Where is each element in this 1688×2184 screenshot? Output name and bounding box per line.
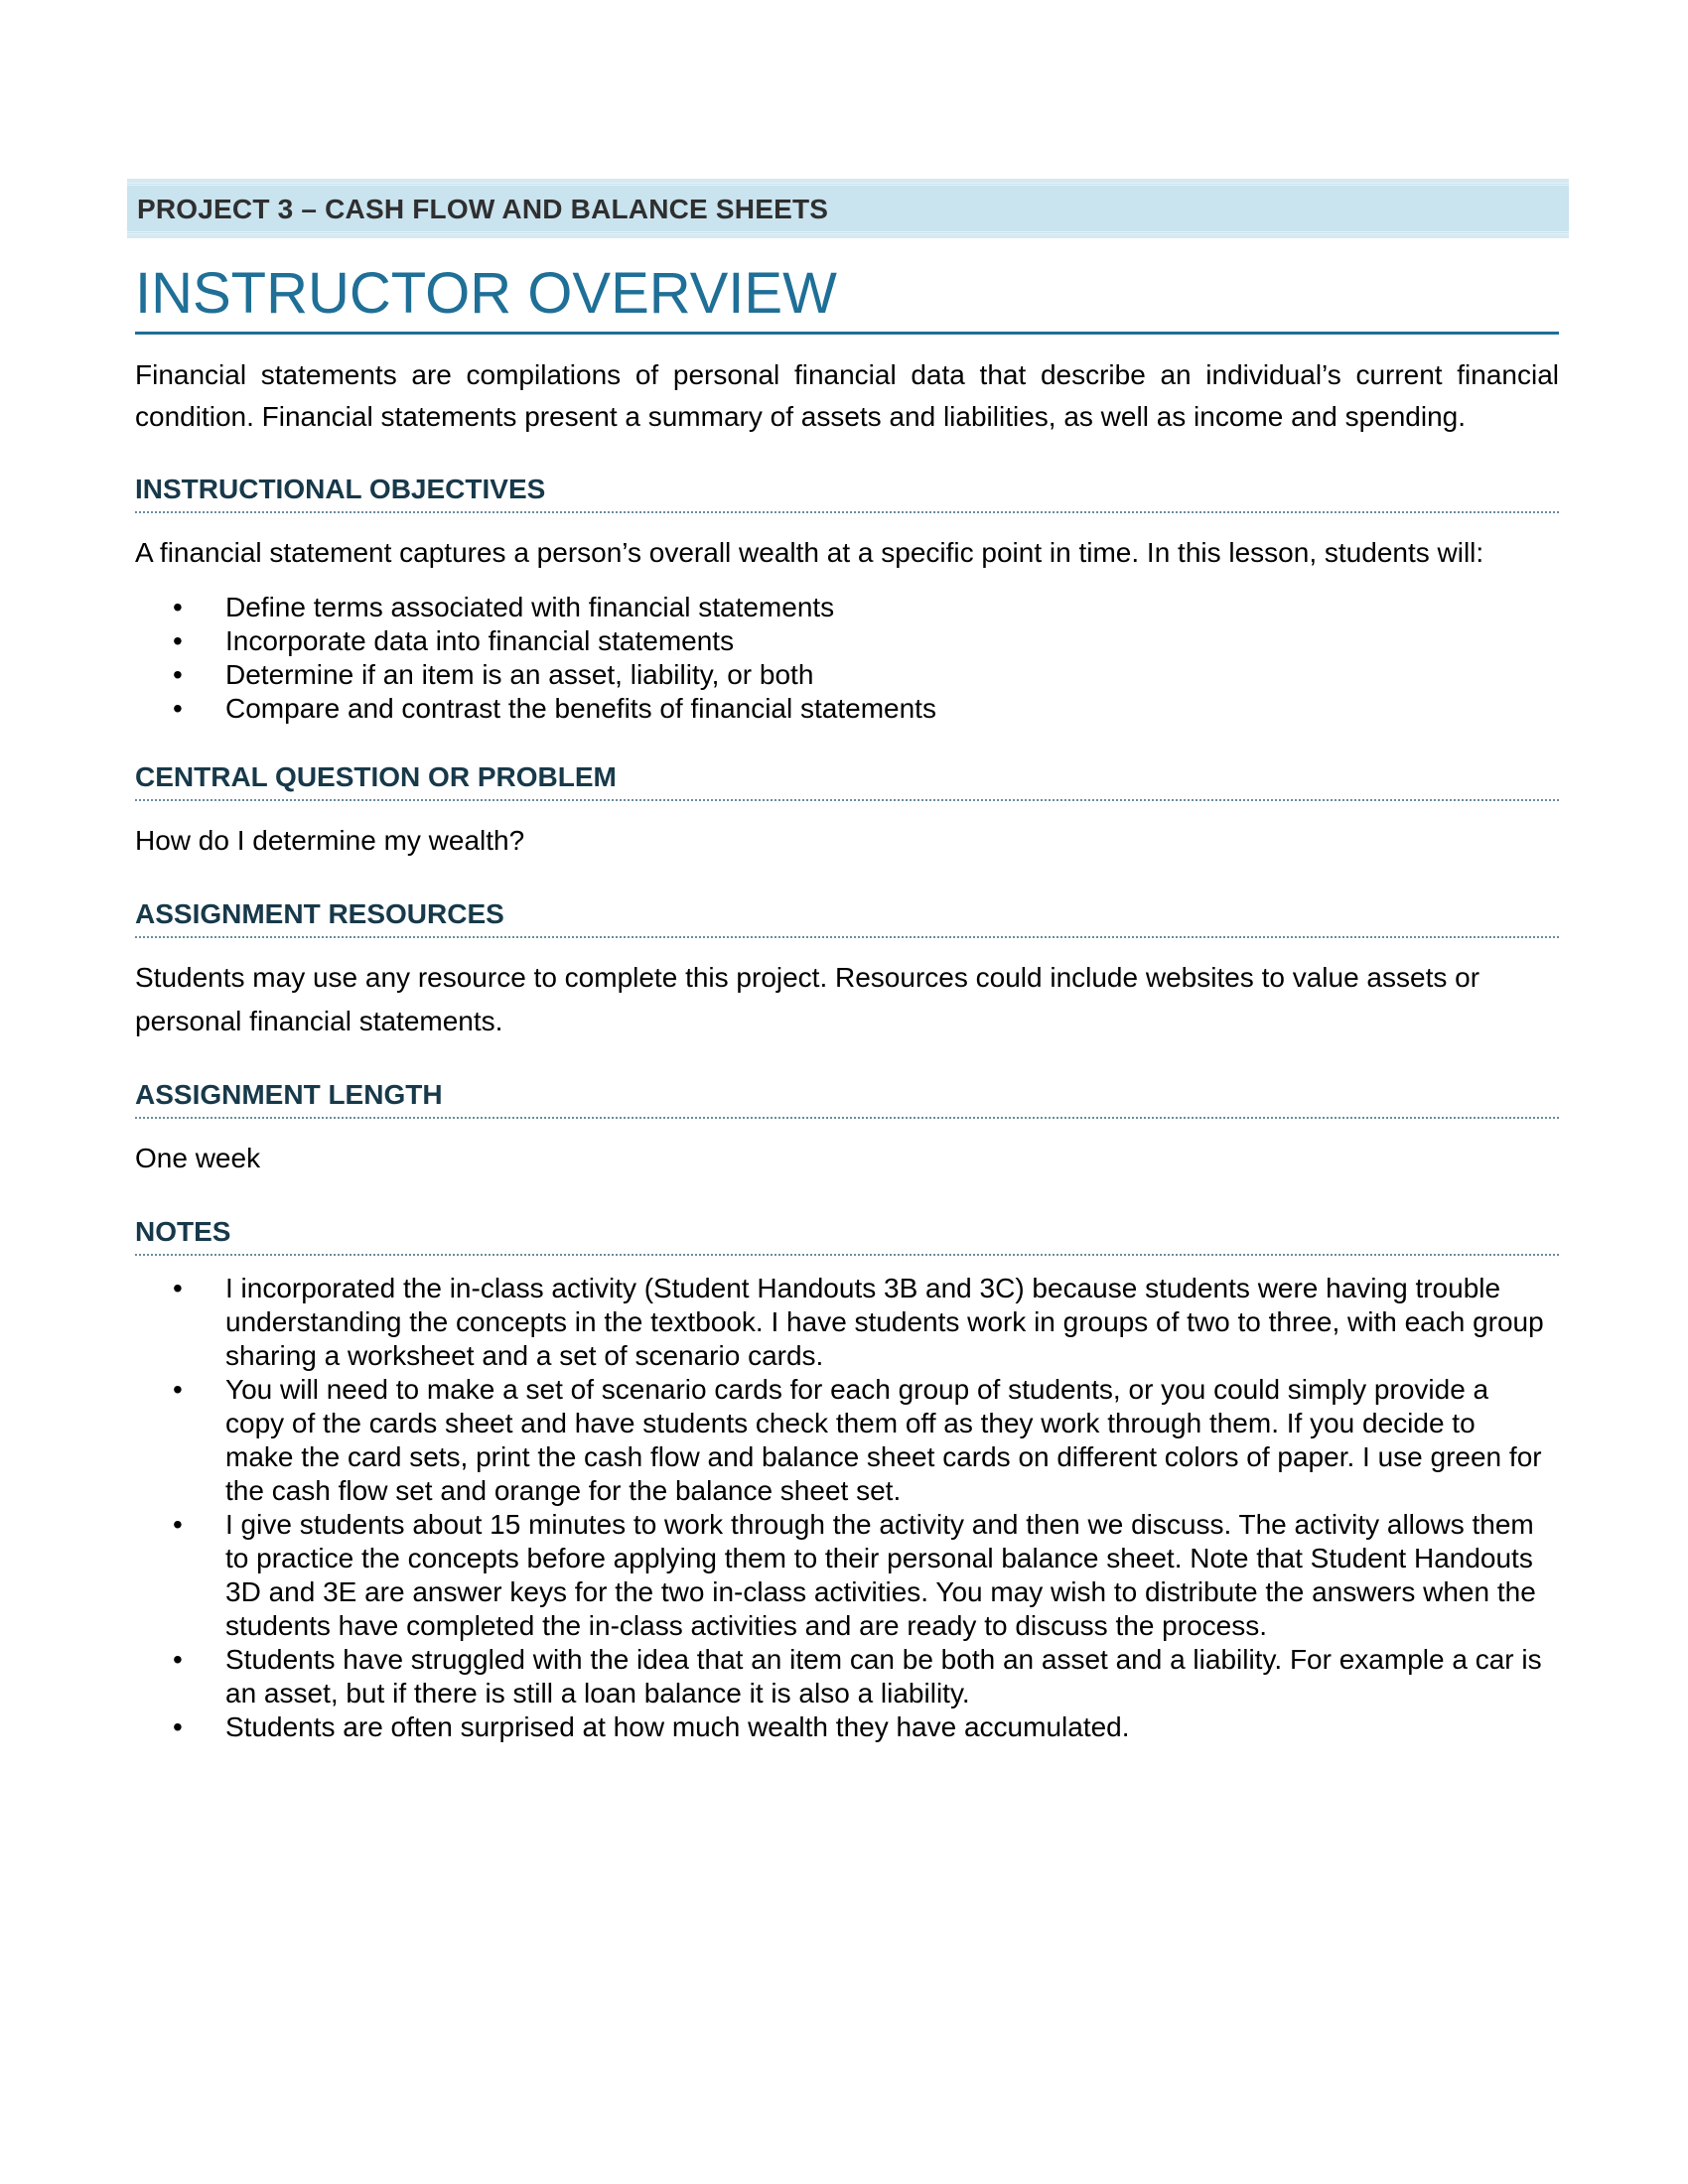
- bullet-icon: •: [173, 1643, 183, 1675]
- project-banner: [127, 183, 1569, 234]
- bullet-icon: •: [173, 1508, 183, 1540]
- list-item: • You will need to make a set of scenario cards for each group of students, or you could simply provide a copy of the cards sheet and have students check them off as they work through them. If you decide to make the card sets, print the cash flow and balance sheet cards on different colors of paper. I use green for the cash flow set and orange for the balance sheet set.: [173, 1373, 1542, 1506]
- list-item: • Define terms associated with financial statements: [173, 591, 835, 622]
- central-question-heading: CENTRAL QUESTION OR PROBLEM: [135, 761, 1559, 801]
- list-item: • I incorporated the in-class activity (Student Handouts 3B and 3C) because students were having trouble understanding the concepts in the textbook. I have students work in groups of two to three, with each group sharing a worksheet and a set of scenario cards.: [173, 1272, 1544, 1371]
- bullet-icon: •: [173, 1710, 183, 1742]
- list-item: • Incorporate data into financial statements: [173, 624, 735, 656]
- document-content: [135, 183, 1559, 1744]
- list-item: • Determine if an item is an asset, liability, or both: [173, 658, 814, 690]
- bullet-icon: •: [173, 1373, 183, 1405]
- list-item: • Students are often surprised at how much wealth they have accumulated.: [173, 1710, 1130, 1742]
- resources-text: Students may use any resource to complete this project. Resources could include websites to value assets or personal financial statements.: [135, 961, 1480, 1036]
- objectives-list: [135, 591, 1559, 726]
- project-title: PROJECT 3 – CASH FLOW AND BALANCE SHEETS: [137, 194, 829, 224]
- central-question-text: How do I determine my wealth?: [135, 824, 525, 856]
- bullet-icon: •: [173, 692, 183, 724]
- bullet-icon: •: [173, 1272, 183, 1303]
- length-heading: ASSIGNMENT LENGTH: [135, 1079, 1559, 1119]
- objectives-heading: INSTRUCTIONAL OBJECTIVES: [135, 474, 1559, 513]
- notes-heading: NOTES: [135, 1216, 1559, 1256]
- bullet-icon: •: [173, 658, 183, 690]
- objectives-text: A financial statement captures a person’s overall wealth at a specific point in time. In this lesson, students will:: [135, 536, 1484, 568]
- intro-paragraph: Financial statements are compilations of personal financial data that describe an individual’s current financial condition. Financial statements present a summary of assets and liabilities, as well as income and spending.: [135, 358, 1559, 432]
- length-text: One week: [135, 1142, 261, 1173]
- bullet-icon: •: [173, 624, 183, 656]
- list-item: • Students have struggled with the idea that an item can be both an asset and a liability. For example a car is an asset, but if there is still a loan balance it is also a liability.: [173, 1643, 1542, 1708]
- bullet-icon: •: [173, 591, 183, 622]
- overview-title: INSTRUCTOR OVERVIEW: [135, 262, 1559, 335]
- list-item: • I give students about 15 minutes to work through the activity and then we discuss. The activity allows them to practice the concepts before applying them to their personal balance sheet. Note that Student Handouts 3D and 3E are answer keys for the two in-class activities. You may wish to distribute the answers when the students have completed the in-class activities and are ready to discuss the process.: [173, 1508, 1536, 1641]
- notes-list: [135, 1272, 1559, 1744]
- resources-heading: ASSIGNMENT RESOURCES: [135, 898, 1559, 938]
- list-item: • Compare and contrast the benefits of financial statements: [173, 692, 936, 724]
